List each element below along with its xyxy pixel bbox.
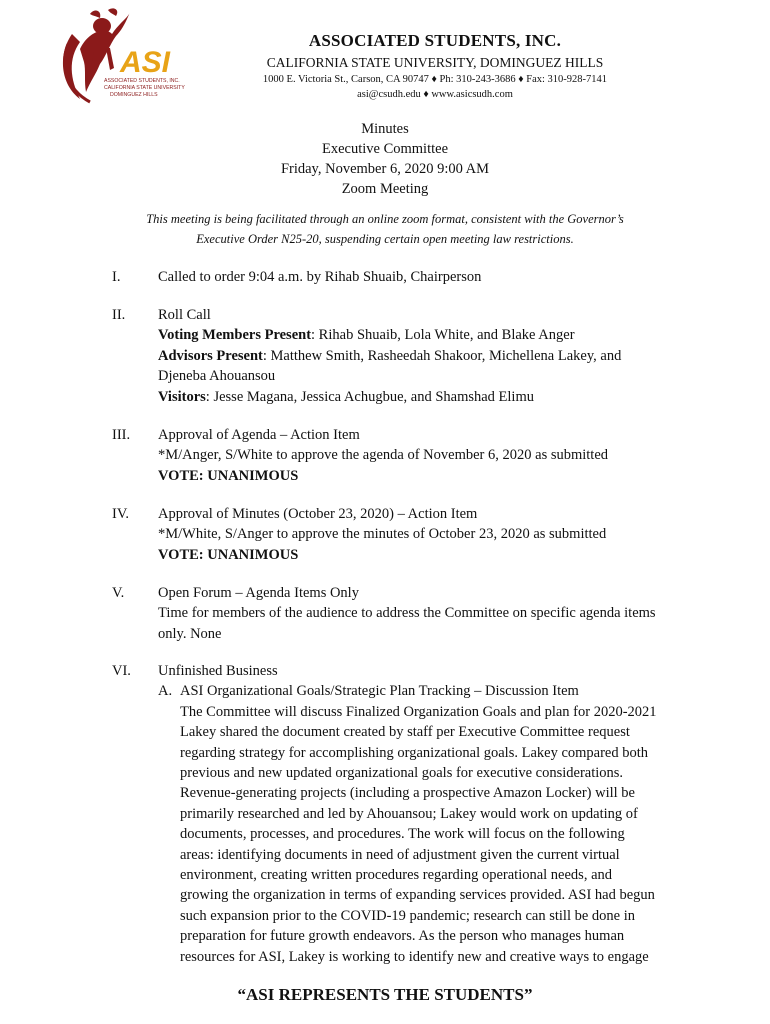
meeting-title — [230, 119, 540, 199]
body-line: growing the organization in terms of expanding services provided. ASI had begun — [180, 887, 655, 904]
svg-text:ASI: ASI — [120, 46, 171, 79]
advisors-list: : Matthew Smith, Rasheedah Shakoor, Michellena Lakey, and — [262, 347, 622, 364]
sub-item-title: ASI Organizational Goals/Strategic Plan Tracking – Discussion Item — [180, 683, 579, 700]
svg-text:DOMINGUEZ HILLS: DOMINGUEZ HILLS — [110, 92, 158, 98]
item-number: II. — [112, 307, 126, 323]
item-number: III. — [112, 427, 131, 443]
item-number: VI. — [112, 663, 131, 679]
svg-text:CALIFORNIA STATE UNIVERSITY: CALIFORNIA STATE UNIVERSITY — [104, 85, 185, 91]
body-line: Revenue-generating projects (including a prospective Amazon Locker) will be — [180, 785, 635, 802]
voting-members-line — [158, 325, 688, 345]
vote-result — [158, 466, 688, 486]
open-forum-text-cont: only. None — [158, 625, 222, 642]
advisors-line — [158, 346, 688, 366]
body-line: environment, creating written procedures regarding operational needs, and — [180, 867, 613, 884]
bull-logo-icon — [50, 4, 188, 108]
svg-text:ASSOCIATED STUDENTS, INC.: ASSOCIATED STUDENTS, INC. — [104, 78, 180, 84]
item-number: V. — [112, 585, 125, 601]
item-number: I. — [112, 269, 121, 285]
asi-logo — [50, 4, 188, 108]
sub-item-a-heading — [158, 681, 698, 701]
visitors-list: : Jesse Magana, Jessica Achugbue, and Shamshad Elimu — [205, 388, 534, 405]
title-minutes: Minutes — [361, 121, 409, 137]
roll-call-heading: Roll Call — [158, 307, 211, 323]
sub-item-a-body — [158, 702, 698, 967]
body-line: primarily researched and led by Ahouansou; Lakey would work on updating of — [180, 805, 638, 822]
notice-line-1: This meeting is being facilitated through an online zoom format, consistent with the Governor’s — [146, 212, 624, 226]
call-to-order-text: Called to order 9:04 a.m. by Rihab Shuaib, Chairperson — [158, 269, 482, 285]
title-date: Friday, November 6, 2020 9:00 AM — [280, 161, 490, 177]
body-line: The Committee will discuss Finalized Organization Goals and plan for 2020-2021 — [180, 703, 657, 720]
unfinished-business-heading: Unfinished Business — [158, 663, 278, 679]
vote-text: VOTE: UNANIMOUS — [158, 467, 299, 484]
footer-motto: “ASI REPRESENTS THE STUDENTS” — [237, 985, 533, 1004]
motion-text: *M/White, S/Anger to approve the minutes of October 23, 2020 as submitted — [158, 526, 607, 543]
item-number: IV. — [112, 506, 130, 522]
approval-agenda-heading: Approval of Agenda – Action Item — [158, 427, 360, 443]
contact-address: 1000 E. Victoria St., Carson, CA 90747 ♦ Ph: 310-243-3686 ♦ Fax: 310-928-7141 — [262, 74, 608, 85]
body-line: previous and new updated organizational goals for executive considerations. — [180, 765, 624, 782]
motion-text: *M/Anger, S/White to approve the agenda of November 6, 2020 as submitted — [158, 447, 609, 464]
body-line: resources for ASI, Lakey is working to identify new and creative ways to engage — [180, 948, 649, 965]
approval-minutes-heading: Approval of Minutes (October 23, 2020) – Action Item — [158, 506, 478, 522]
advisors-line-cont: Djeneba Ahouansou — [158, 368, 276, 385]
open-forum-heading: Open Forum – Agenda Items Only — [158, 585, 359, 601]
letterhead — [225, 30, 645, 102]
visitors-label: Visitors — [158, 388, 206, 405]
notice-line-2: Executive Order N25-20, suspending certain open meeting law restrictions. — [196, 232, 574, 246]
body-line: Lakey shared the document created by staff per Executive Committee request — [180, 724, 630, 741]
vote-result — [158, 545, 688, 565]
advisors-label: Advisors Present — [158, 347, 263, 364]
voting-members: : Rihab Shuaib, Lola White, and Blake Anger — [311, 327, 575, 344]
visitors-line — [158, 387, 688, 407]
voting-label: Voting Members Present — [158, 327, 312, 344]
body-line: such expansion prior to the COVID-19 pandemic; research can still be done in — [180, 907, 636, 924]
body-line: regarding strategy for accomplishing organizational goals. Lakey compared both — [180, 744, 649, 761]
meeting-notice — [110, 209, 660, 249]
sub-item-letter: A. — [158, 683, 173, 700]
open-forum-text: Time for members of the audience to address the Committee on specific agenda items — [158, 605, 656, 622]
body-line: areas: identifying documents in need of adjustment given the current virtual — [180, 846, 620, 863]
body-line: preparation for future growth endeavors. As the person who manages human — [180, 928, 625, 945]
body-line: documents, processes, and procedures. The work will focus on the following — [180, 826, 625, 843]
org-name: ASSOCIATED STUDENTS, INC. — [308, 31, 562, 50]
university-name: CALIFORNIA STATE UNIVERSITY, DOMINGUEZ HILLS — [266, 55, 604, 70]
title-location: Zoom Meeting — [341, 181, 429, 197]
vote-text: VOTE: UNANIMOUS — [158, 546, 299, 563]
contact-web: asi@csudh.edu ♦ www.asicsudh.com — [357, 89, 513, 100]
title-committee: Executive Committee — [321, 141, 449, 157]
